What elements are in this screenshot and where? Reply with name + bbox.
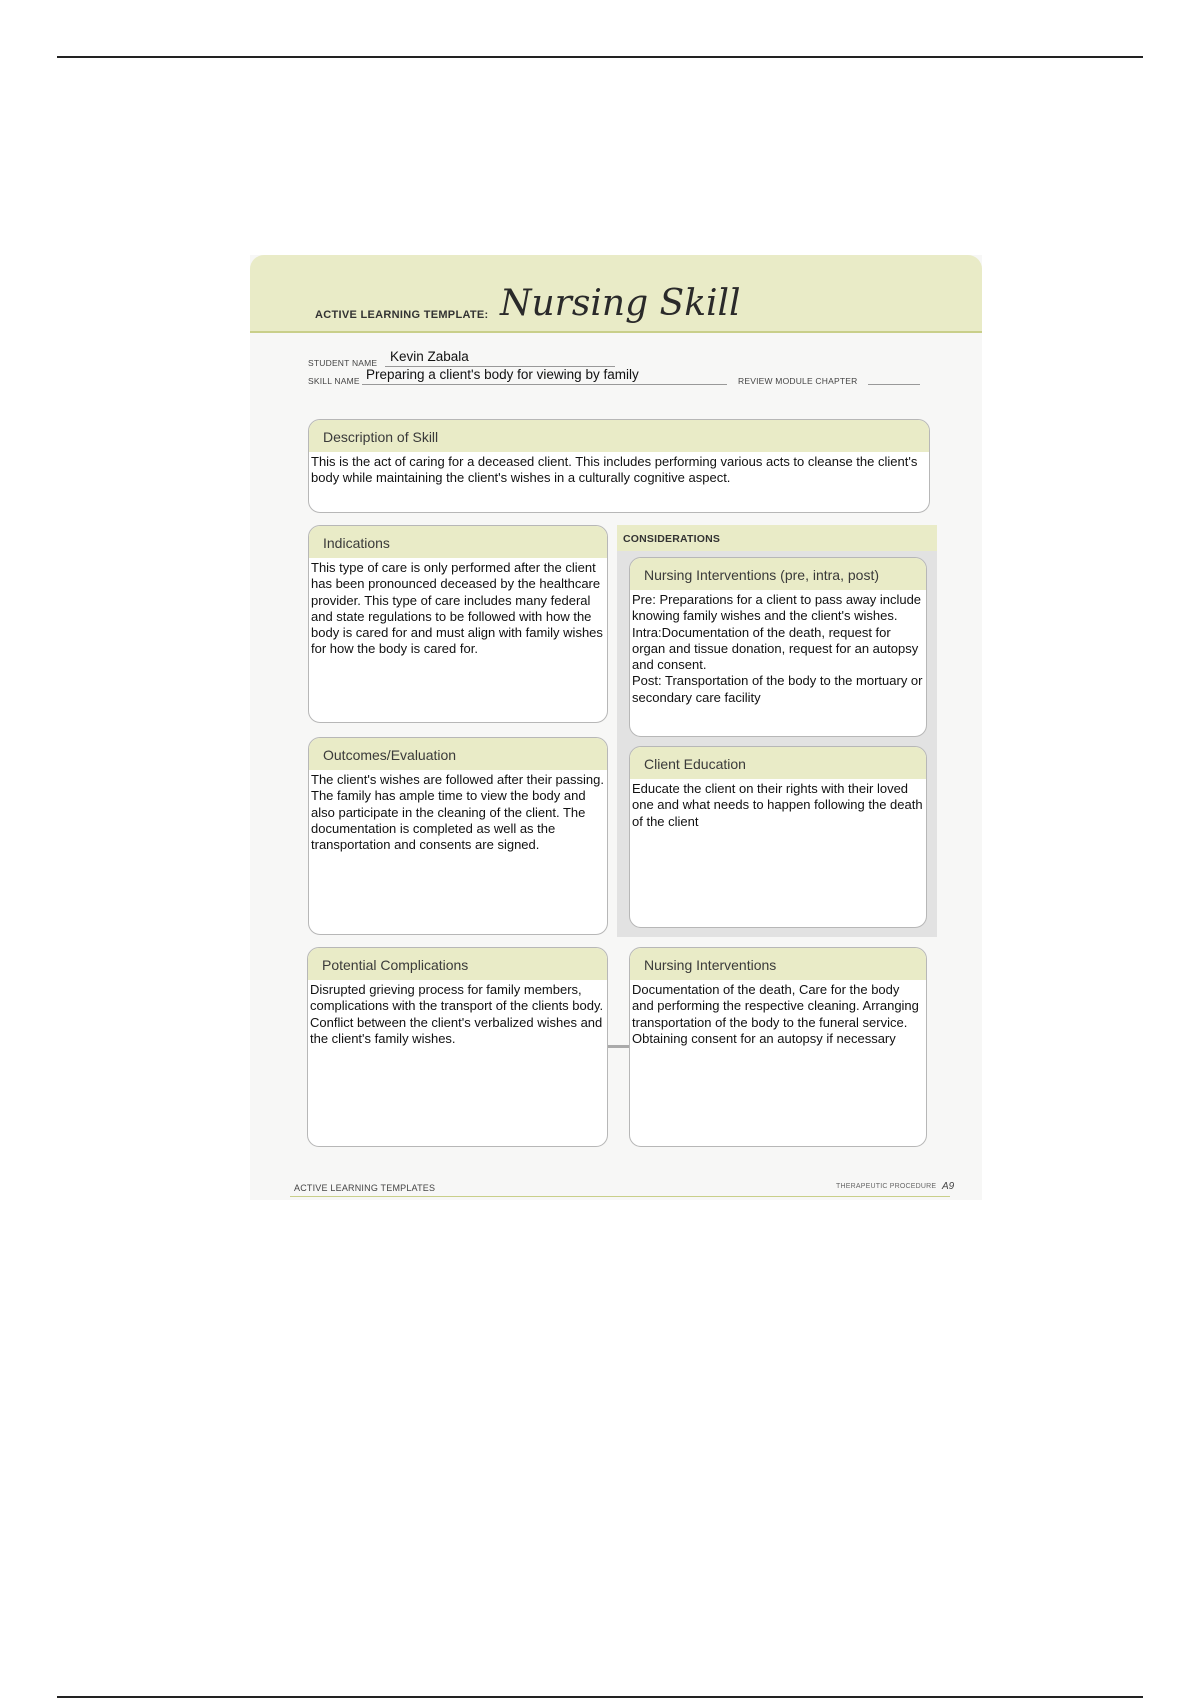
indications-text: This type of care is only performed after the client has been pronounced deceased by the healthcare provider. This type of care includes many federal and state regulations to be followed with how the body is cared for and must align with family wishes for how the body is cared for. — [311, 560, 603, 657]
skill-name-value: Preparing a client's body for viewing by family — [366, 367, 639, 382]
outcomes-text: The client's wishes are followed after their passing. The family has ample time to view the body and also participate in the cleaning of the client. The documentation is completed as well as the transportation and consents are signed. — [311, 772, 604, 853]
nursing-interventions-pre-intra-post-text: Pre: Preparations for a client to pass away include knowing family wishes and the client's wishes. Intra:Documentation of the death, request for organ and tissue donation, request for an autopsy and consent. Post: Transportation of the body to the mortuary or secondary care facility — [632, 592, 923, 705]
outcomes-box — [308, 737, 608, 935]
nursing-interventions-pre-intra-post-heading: Nursing Interventions (pre, intra, post) — [630, 558, 926, 590]
student-name-value: Kevin Zabala — [390, 349, 469, 364]
considerations-heading: CONSIDERATIONS — [617, 525, 937, 551]
nursing-interventions-pre-intra-post-box — [629, 557, 927, 737]
complications-box — [307, 947, 608, 1147]
indications-box — [308, 525, 608, 723]
bottom-rule — [57, 1696, 1143, 1698]
template-sheet — [250, 255, 982, 1200]
description-heading: Description of Skill — [309, 420, 929, 452]
client-education-text: Educate the client on their rights with their loved one and what needs to happen following the death of the client — [632, 781, 923, 829]
outcomes-heading: Outcomes/Evaluation — [309, 738, 607, 770]
template-banner — [250, 255, 982, 333]
student-name-label: STUDENT NAME — [308, 358, 378, 368]
top-rule — [57, 56, 1143, 58]
client-education-heading: Client Education — [630, 747, 926, 779]
footer-rule — [290, 1196, 950, 1197]
complications-text: Disrupted grieving process for family members, complications with the transport of the clients body. Conflict between the client's verbalized wishes and the client's family wishes. — [310, 982, 604, 1046]
connector-line — [608, 1045, 630, 1048]
skill-name-label: SKILL NAME — [308, 376, 360, 386]
footer-left: ACTIVE LEARNING TEMPLATES — [294, 1183, 436, 1193]
footer-right: THERAPEUTIC PROCEDURE — [836, 1183, 937, 1190]
template-prefix: ACTIVE LEARNING TEMPLATE: — [315, 309, 489, 321]
description-box — [308, 419, 930, 513]
description-text: This is the act of caring for a deceased client. This includes performing various acts to cleanse the client's body while maintaining the client's wishes in a culturally cognitive aspect. — [311, 454, 918, 486]
nursing-interventions-heading: Nursing Interventions — [630, 948, 926, 980]
nursing-interventions-box — [629, 947, 927, 1147]
nursing-interventions-text: Documentation of the death, Care for the body and performing the respective cleaning. Arranging transportation of the body to the funeral service. Obtaining consent for an autopsy if necessary — [632, 982, 919, 1046]
complications-heading: Potential Complications — [308, 948, 607, 980]
skill-name-underline — [362, 384, 727, 385]
footer-page: A9 — [942, 1181, 955, 1192]
indications-heading: Indications — [309, 526, 607, 558]
review-module-underline — [868, 384, 920, 385]
template-title: Nursing Skill — [500, 283, 741, 324]
review-module-label: REVIEW MODULE CHAPTER — [738, 376, 858, 386]
client-education-box — [629, 746, 927, 928]
